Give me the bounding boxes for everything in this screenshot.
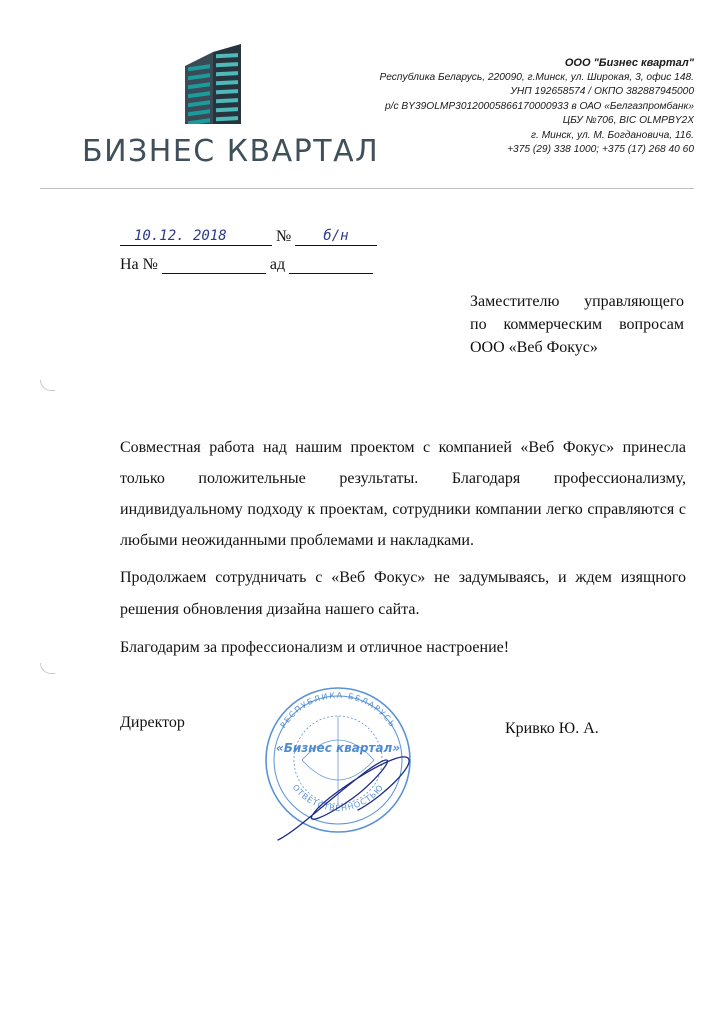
addressee-block <box>470 290 684 359</box>
company-name: ООО "Бизнес квартал" <box>564 57 694 69</box>
from-field <box>289 257 373 274</box>
company-seal <box>258 680 418 850</box>
letter-body <box>120 432 686 664</box>
addressee-line: Заместителю управляющего <box>470 293 684 310</box>
number-handwritten: б/н <box>323 228 349 244</box>
seal-center-text: «Бизнес квартал» <box>275 741 401 755</box>
number-field <box>295 229 377 246</box>
signature-position: Директор <box>120 714 185 731</box>
addressee-line: по коммерческим вопросам <box>470 316 684 333</box>
body-paragraph-3: Благодарим за профессионализм и отличное настроение! <box>120 639 510 656</box>
company-account: р/с BY39OLMP30120005866170000933 в ОАО «Белгазпромбанк» <box>384 100 694 112</box>
from-label: ад <box>269 256 286 273</box>
date-handwritten: 10.12. 2018 <box>134 228 227 244</box>
date-field <box>120 229 272 246</box>
addressee-line: ООО «Веб Фокус» <box>470 339 598 356</box>
company-cbu: ЦБУ №706, BIC OLMPBY2X <box>562 115 694 126</box>
company-bank-address: г. Минск, ул. М. Богдановича, 116. <box>531 129 694 141</box>
company-requisites <box>314 56 694 158</box>
company-address: Республика Беларусь, 220090, г.Минск, ул. Широкая, 3, офис 148. <box>379 71 694 83</box>
body-paragraph-1: Совместная работа над нашим проектом с компанией «Веб Фокус» принесла только положительные результаты. Благодаря профессионализму, индивидуальному подходу к проектам, сотрудники компании легко справляются с любыми неожиданными проблемами и накладками. <box>120 439 686 549</box>
signature-name: Кривко Ю. А. <box>505 720 599 737</box>
company-phones: +375 (29) 338 1000; +375 (17) 268 40 60 <box>507 144 694 155</box>
seal-ring-bottom: ОТВЕТСТВЕННОСТЬЮ <box>290 782 386 813</box>
building-logo-icon <box>183 44 243 124</box>
on-number-field <box>162 257 266 274</box>
seal-ring-top: РЕСПУБЛИКА БЕЛАРУСЬ <box>278 690 398 730</box>
logo-wordmark: БИЗНЕС КВАРТАЛ <box>82 134 380 169</box>
header-divider <box>40 188 694 189</box>
body-paragraph-2: Продолжаем сотрудничать с «Веб Фокус» не задумываясь, и ждем изящного решения обновления дизайна нашего сайта. <box>120 569 686 618</box>
number-label: № <box>276 228 292 245</box>
company-unp: УНП 192658574 / ОКПО 382887945000 <box>510 86 694 97</box>
on-number-label: На № <box>120 256 158 273</box>
